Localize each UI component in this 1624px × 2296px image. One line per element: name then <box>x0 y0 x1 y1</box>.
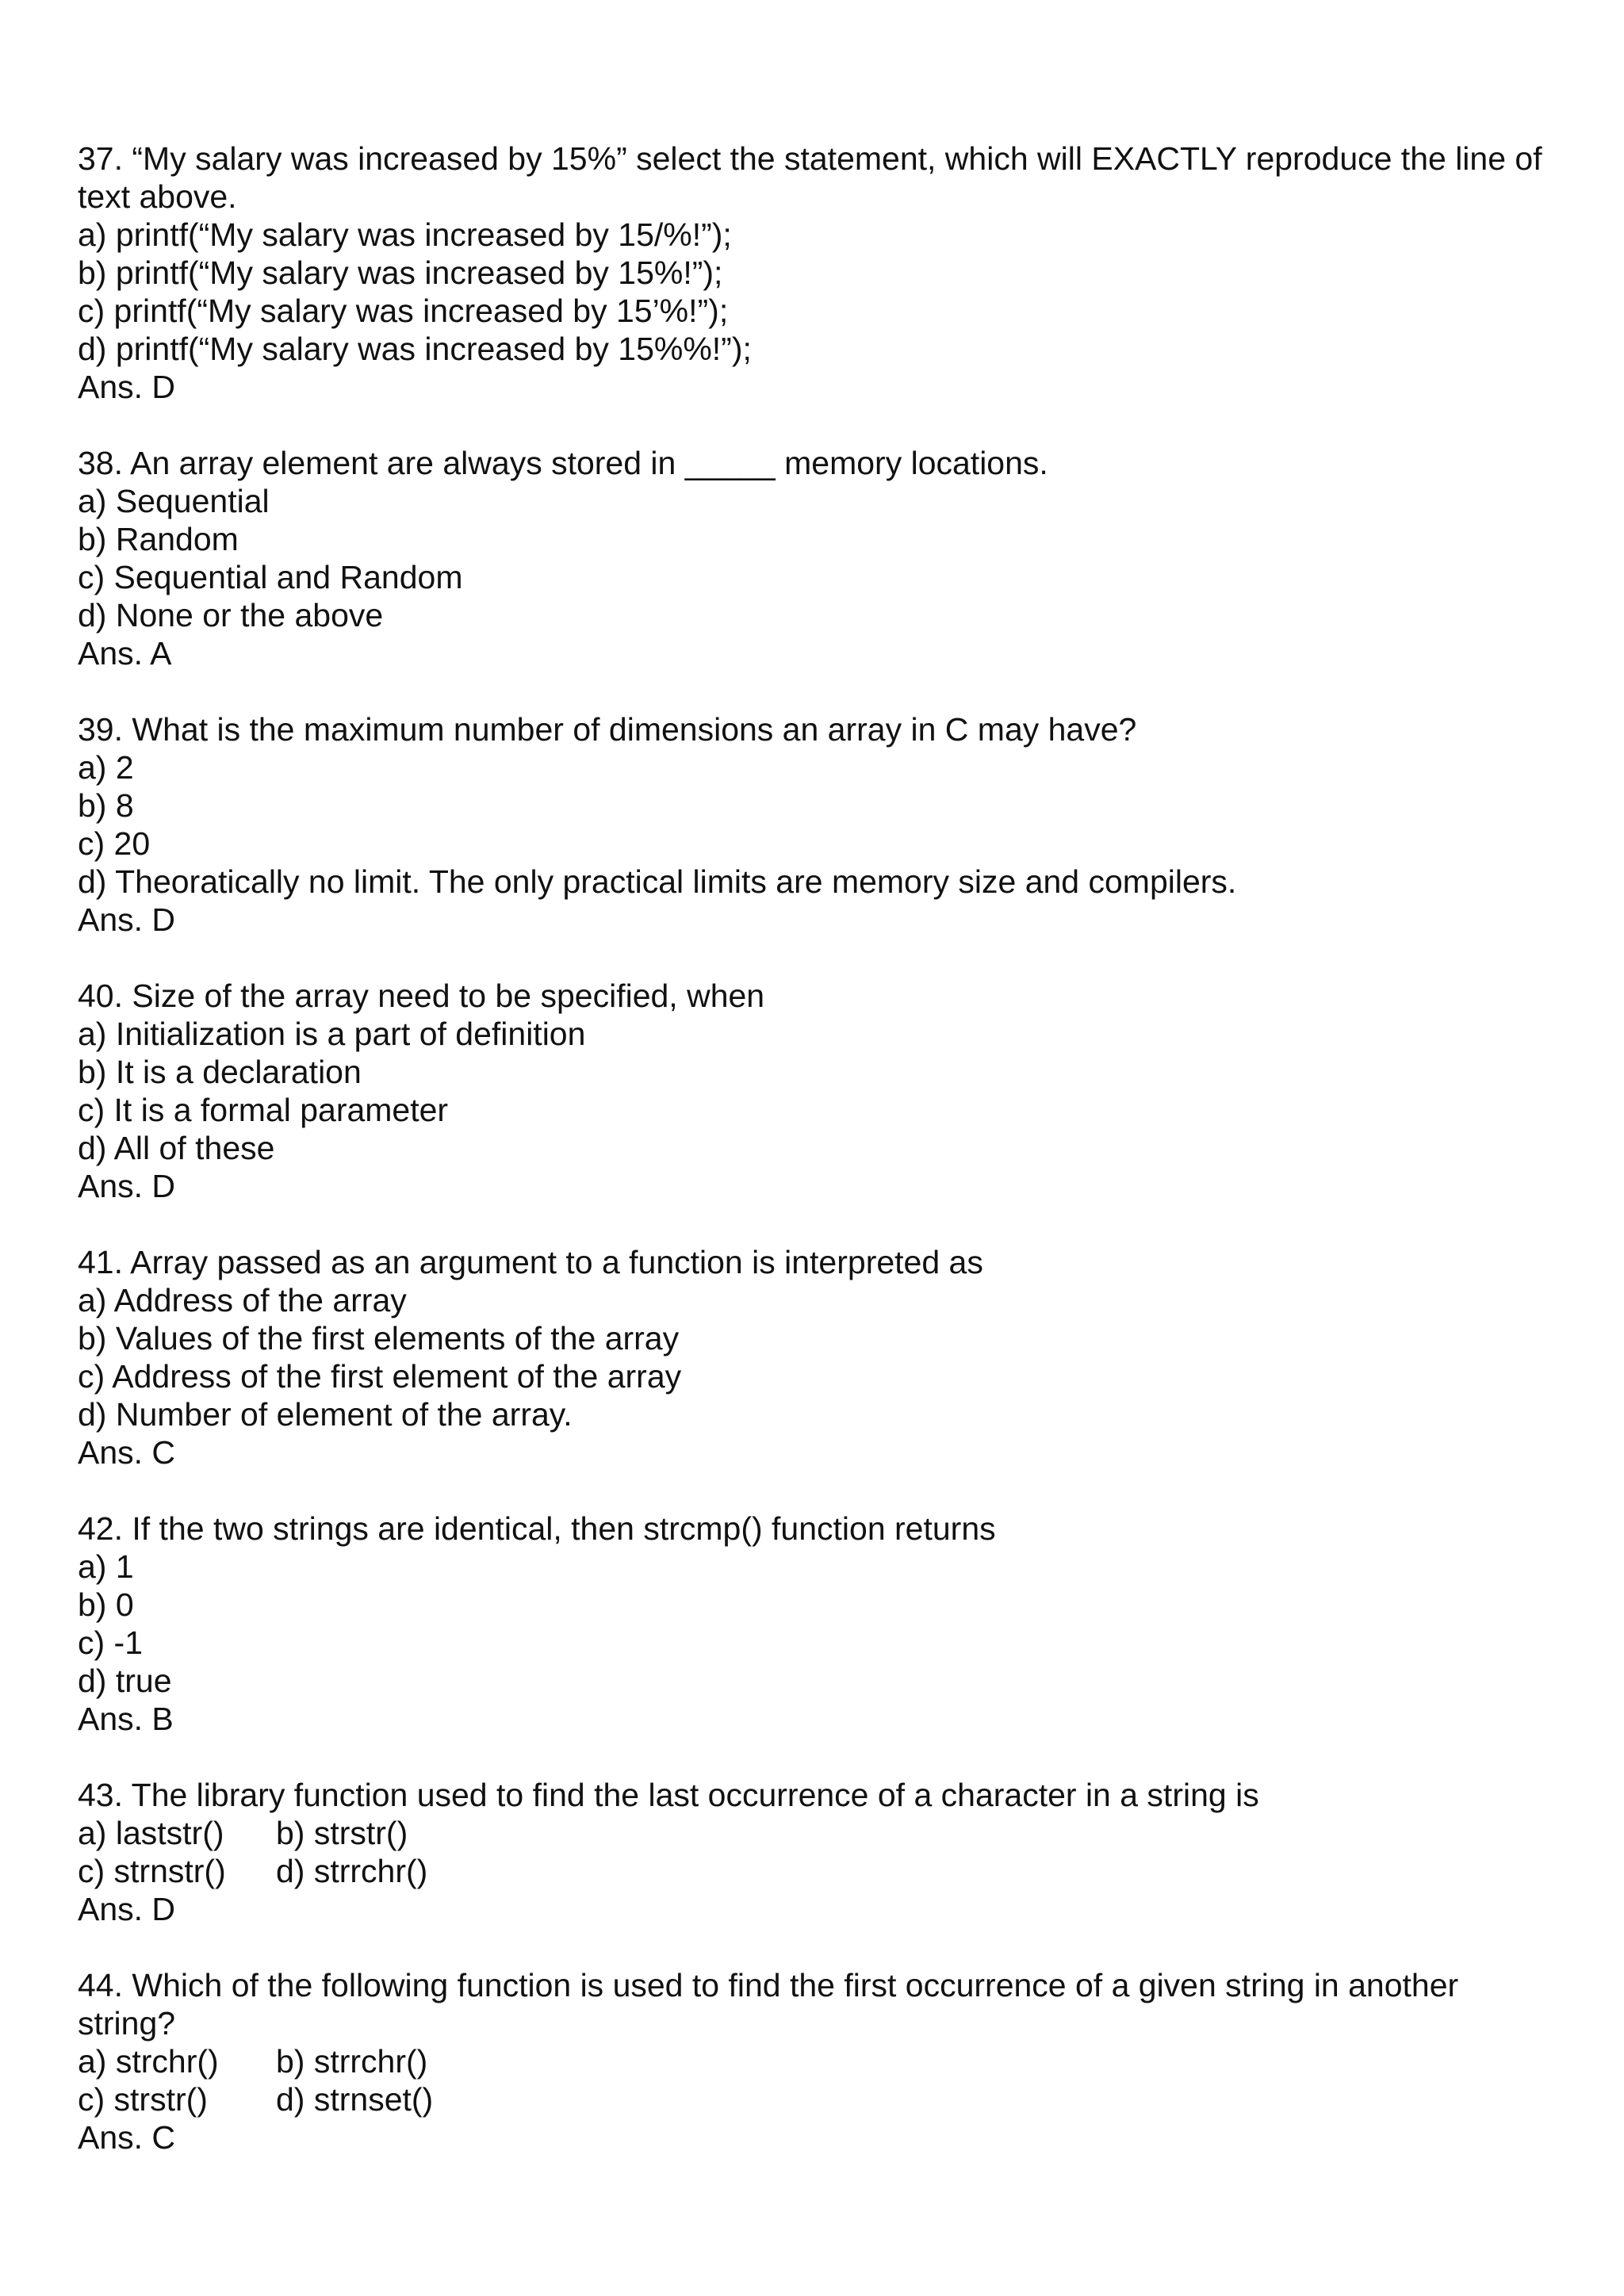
option-b: b) It is a declaration <box>78 1054 362 1090</box>
option-b: b) 8 <box>78 787 134 824</box>
answer: Ans. D <box>78 1891 176 1927</box>
question-42 <box>78 1510 1553 1738</box>
question-41 <box>78 1243 1553 1471</box>
option-row <box>78 2042 1553 2080</box>
question-39 <box>78 710 1553 939</box>
option-a: a) Sequential <box>78 483 270 519</box>
option-row <box>78 2080 1553 2118</box>
answer: Ans. D <box>78 901 176 938</box>
option-c: c) Address of the first element of the array <box>78 1358 682 1395</box>
question-44 <box>78 1966 1553 2156</box>
option-a: a) strchr() <box>78 2043 219 2080</box>
question-text: 41. Array passed as an argument to a function is interpreted as <box>78 1244 983 1280</box>
question-text: 38. An array element are always stored in _____ memory locations. <box>78 445 1048 481</box>
option-c: c) Sequential and Random <box>78 559 463 595</box>
question-text: 37. “My salary was increased by 15%” select the statement, which will EXACTLY reproduce the line of text above. <box>78 140 1552 215</box>
mcq-document <box>78 140 1553 2195</box>
option-d: d) None or the above <box>78 597 384 633</box>
option-a: a) 1 <box>78 1548 134 1585</box>
question-text: 44. Which of the following function is used to find the first occurrence of a given string in another string? <box>78 1967 1468 2042</box>
answer: Ans. D <box>78 369 176 405</box>
question-40 <box>78 977 1553 1205</box>
option-b: b) strrchr() <box>276 2043 428 2080</box>
option-a: a) printf(“My salary was increased by 15/%!”); <box>78 216 732 253</box>
option-row <box>78 1814 1553 1852</box>
option-b: b) printf(“My salary was increased by 15%!”); <box>78 254 723 291</box>
question-text: 42. If the two strings are identical, then strcmp() function returns <box>78 1510 996 1547</box>
option-a: a) laststr() <box>78 1815 224 1851</box>
option-d: d) true <box>78 1663 172 1699</box>
option-row <box>78 1852 1553 1890</box>
answer: Ans. A <box>78 635 172 672</box>
option-b: b) Values of the first elements of the array <box>78 1320 680 1357</box>
option-a: a) 2 <box>78 749 134 786</box>
question-text: 43. The library function used to find the last occurrence of a character in a string is <box>78 1777 1259 1813</box>
option-a: a) Address of the array <box>78 1282 407 1318</box>
option-c: c) strnstr() <box>78 1853 226 1889</box>
option-b: b) strstr() <box>276 1815 408 1851</box>
question-43 <box>78 1776 1553 1928</box>
option-c: c) It is a formal parameter <box>78 1092 449 1128</box>
option-c: c) printf(“My salary was increased by 15’%!”); <box>78 293 729 329</box>
answer: Ans. B <box>78 1701 174 1737</box>
option-d: d) printf(“My salary was increased by 15%%!”); <box>78 331 752 367</box>
option-d: d) strrchr() <box>276 1853 428 1889</box>
option-d: d) Theoratically no limit. The only practical limits are memory size and compilers. <box>78 863 1237 900</box>
option-b: b) 0 <box>78 1586 134 1623</box>
option-c: c) -1 <box>78 1624 143 1661</box>
question-text: 39. What is the maximum number of dimensions an array in C may have? <box>78 711 1137 748</box>
answer: Ans. C <box>78 1434 176 1471</box>
answer: Ans. D <box>78 1168 176 1204</box>
option-b: b) Random <box>78 521 239 557</box>
question-38 <box>78 444 1553 672</box>
option-c: c) strstr() <box>78 2081 208 2118</box>
option-d: d) Number of element of the array. <box>78 1396 573 1433</box>
option-d: d) All of these <box>78 1130 275 1166</box>
option-c: c) 20 <box>78 825 151 862</box>
option-d: d) strnset() <box>276 2081 434 2118</box>
question-37 <box>78 140 1553 406</box>
question-text: 40. Size of the array need to be specified, when <box>78 978 765 1014</box>
answer: Ans. C <box>78 2119 176 2156</box>
option-a: a) Initialization is a part of definition <box>78 1016 586 1052</box>
